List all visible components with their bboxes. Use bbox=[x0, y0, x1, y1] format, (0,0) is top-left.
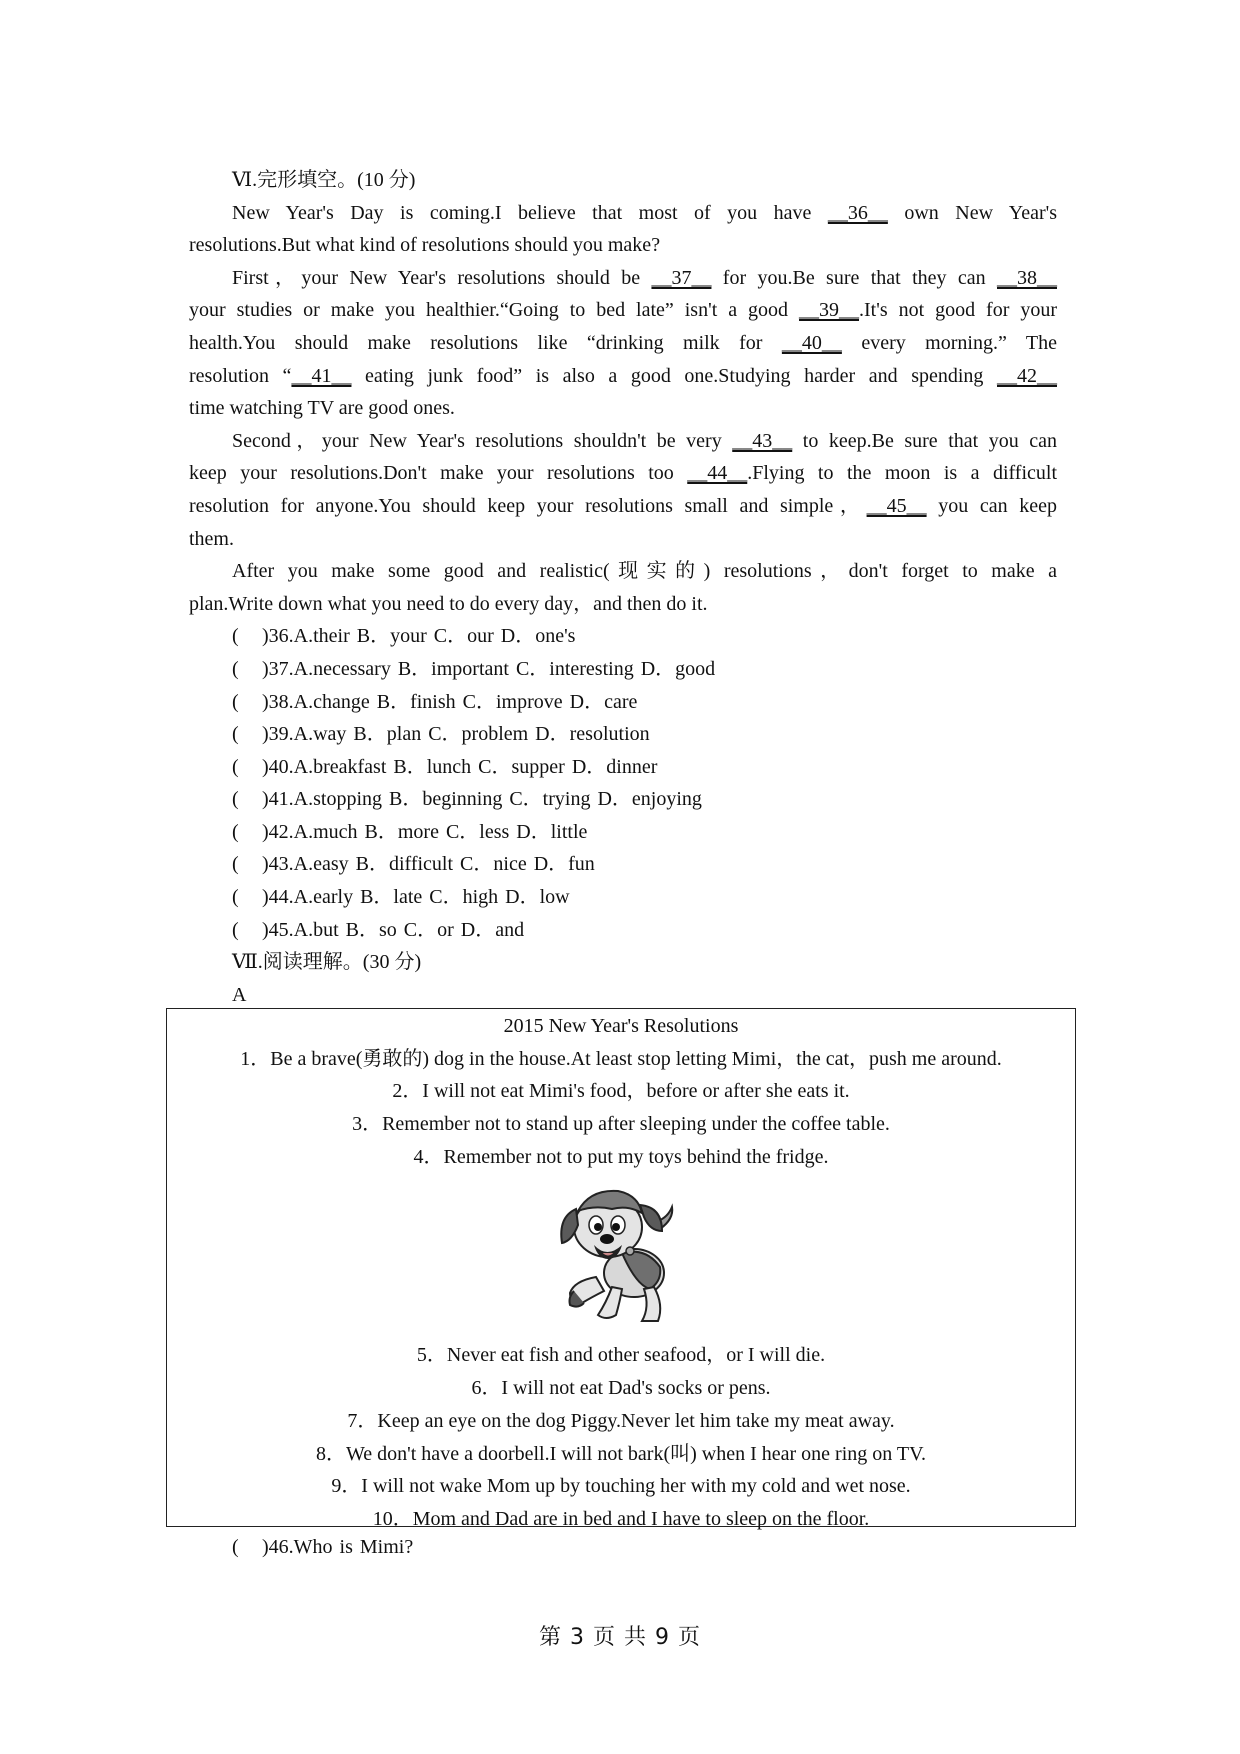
text-run: New Year's Day is coming.I believe that most of you have bbox=[232, 201, 828, 224]
answer-paren[interactable]: ( bbox=[232, 657, 239, 680]
answer-paren[interactable]: ( bbox=[232, 690, 239, 713]
text-run: your studies or make you healthier.“Going to bed late” isn't a good bbox=[189, 299, 800, 322]
answer-paren[interactable]: ( bbox=[232, 625, 239, 648]
question-text: )42.A.much B．more C．less D．little bbox=[262, 820, 588, 843]
text-run: to keep.Be sure that you can bbox=[792, 429, 1057, 452]
page-footer: 第 3 页 共 9 页 bbox=[539, 1625, 701, 1650]
resolution-item: 2．I will not eat Mimi's food，before or after she eats it. bbox=[392, 1080, 850, 1103]
blank-41: __41__ bbox=[291, 364, 352, 387]
passage-line bbox=[189, 262, 1057, 295]
text-run: .Flying to the moon is a difficult bbox=[747, 462, 1058, 485]
question-text: )36.A.their B．your C．our D．one's bbox=[262, 625, 576, 648]
question-text: )44.A.early B．late C．high D．low bbox=[262, 886, 570, 909]
question-45 bbox=[189, 914, 1057, 947]
passage-line: resolutions.But what kind of resolutions should you make? bbox=[189, 234, 661, 257]
resolutions-box bbox=[166, 1008, 1076, 1530]
passage-line bbox=[189, 294, 1057, 327]
exam-page bbox=[189, 164, 1057, 1011]
question-text: )38.A.change B．finish C．improve D．care bbox=[262, 690, 638, 713]
blank-45: __45__ bbox=[866, 494, 927, 517]
text-run: every morning.” The bbox=[841, 331, 1057, 354]
passage-line bbox=[189, 425, 1057, 458]
answer-paren[interactable]: ( bbox=[232, 886, 239, 909]
question-text: )37.A.necessary B．important C．interesting D．good bbox=[262, 657, 716, 680]
resolution-item: 10．Mom and Dad are in bed and I have to sleep on the floor. bbox=[372, 1507, 870, 1530]
text-run: First，your New Year's resolutions should be bbox=[232, 266, 652, 289]
passage-line bbox=[189, 197, 1057, 230]
text-run: resolution “ bbox=[189, 364, 292, 387]
question-text: )43.A.easy B．difficult C．nice D．fun bbox=[262, 853, 595, 876]
passage-line: them. bbox=[189, 527, 234, 550]
resolution-item: 7．Keep an eye on the dog Piggy.Never let him take my meat away. bbox=[347, 1409, 895, 1432]
blank-43: __43__ bbox=[732, 429, 793, 452]
answer-paren[interactable]: ( bbox=[232, 853, 239, 876]
question-46-block bbox=[189, 1531, 1057, 1564]
question-40 bbox=[189, 751, 1057, 784]
resolution-item: 9．I will not wake Mom up by touching her with my cold and wet nose. bbox=[331, 1475, 911, 1498]
answer-paren[interactable]: ( bbox=[232, 788, 239, 811]
passage-line: plan.Write down what you need to do every day，and then do it. bbox=[189, 592, 708, 615]
resolution-item: 6．I will not eat Dad's socks or pens. bbox=[471, 1377, 771, 1400]
text-run: you can keep bbox=[926, 494, 1057, 517]
resolution-item: 5．Never eat fish and other seafood，or I will die. bbox=[416, 1344, 826, 1367]
resolution-item: 1．Be a brave(勇敢的) dog in the house.At least stop letting Mimi，the cat，push me around. bbox=[240, 1047, 1002, 1070]
passage-line bbox=[189, 327, 1057, 360]
resolution-item: 3．Remember not to stand up after sleeping under the coffee table. bbox=[352, 1113, 890, 1136]
text-run: for you.Be sure that they can bbox=[711, 266, 997, 289]
blank-39: __39__ bbox=[799, 299, 860, 322]
question-44 bbox=[189, 881, 1057, 914]
question-text: )40.A.breakfast B．lunch C．supper D．dinner bbox=[262, 755, 658, 778]
question-text: )41.A.stopping B．beginning C．trying D．enjoying bbox=[262, 788, 702, 811]
blank-36: __36__ bbox=[827, 201, 888, 224]
blank-42: __42__ bbox=[997, 364, 1057, 387]
blank-44: __44__ bbox=[687, 462, 748, 485]
section-6-heading: Ⅵ.完形填空。(10 分) bbox=[232, 169, 416, 191]
question-text: )45.A.but B．so C．or D．and bbox=[262, 918, 525, 941]
answer-paren[interactable]: ( bbox=[232, 918, 239, 941]
section-7-heading: Ⅶ.阅读理解。(30 分) bbox=[232, 951, 422, 974]
blank-37: __37__ bbox=[651, 266, 712, 289]
answer-paren[interactable]: ( bbox=[232, 755, 239, 778]
question-38 bbox=[189, 686, 1057, 719]
box-title: 2015 New Year's Resolutions bbox=[503, 1015, 739, 1037]
question-39 bbox=[189, 718, 1057, 751]
text-run: own New Year's bbox=[887, 201, 1057, 224]
passage-line bbox=[189, 490, 1057, 523]
text-run: .It's not good for your bbox=[859, 299, 1057, 322]
question-37 bbox=[189, 653, 1057, 686]
question-41 bbox=[189, 783, 1057, 816]
resolution-item: 4．Remember not to put my toys behind the fridge. bbox=[413, 1145, 829, 1168]
passage-line: After you make some good and realistic(现实的) resolutions，don't forget to make a bbox=[232, 560, 1057, 583]
answer-paren[interactable]: ( bbox=[232, 723, 239, 746]
text-run: eating junk food” is also a good one.Studying harder and spending bbox=[351, 364, 997, 387]
cartoon-dog-illustration bbox=[556, 1181, 686, 1331]
text-run: keep your resolutions.Don't make your resolutions too bbox=[189, 462, 688, 485]
resolution-item: 8．We don't have a doorbell.I will not bark(叫) when I hear one ring on TV. bbox=[316, 1442, 926, 1465]
answer-paren[interactable]: ( bbox=[232, 1536, 239, 1558]
question-text: )39.A.way B．plan C．problem D．resolution bbox=[262, 723, 650, 746]
question-36 bbox=[189, 620, 1057, 653]
question-46 bbox=[189, 1531, 1057, 1564]
answer-paren[interactable]: ( bbox=[232, 820, 239, 843]
text-run: Second，your New Year's resolutions shouldn't be very bbox=[232, 429, 733, 452]
part-label: A bbox=[232, 983, 247, 1006]
question-text: )46.Who is Mimi? bbox=[262, 1536, 414, 1558]
question-list bbox=[189, 620, 1057, 946]
passage-line bbox=[189, 360, 1057, 393]
passage-line bbox=[189, 457, 1057, 490]
passage-line: time watching TV are good ones. bbox=[189, 397, 455, 420]
blank-38: __38__ bbox=[997, 266, 1057, 289]
question-43 bbox=[189, 848, 1057, 881]
question-42 bbox=[189, 816, 1057, 849]
blank-40: __40__ bbox=[781, 331, 842, 354]
text-run: resolution for anyone.You should keep your resolutions small and simple， bbox=[189, 494, 867, 517]
text-run: health.You should make resolutions like “drinking milk for bbox=[189, 331, 782, 354]
